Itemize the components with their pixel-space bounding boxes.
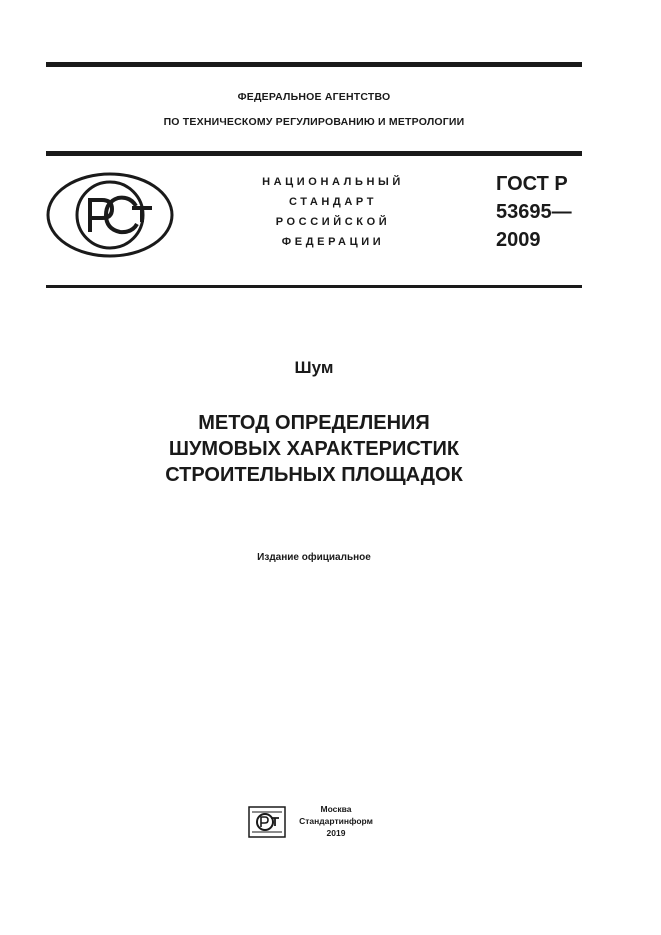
- gost-designation: [496, 170, 606, 254]
- document-title-line: МЕТОД ОПРЕДЕЛЕНИЯ: [198, 412, 430, 434]
- national-standard-line: НАЦИОНАЛЬНЫЙ: [262, 176, 404, 188]
- standartinform-logo-icon: [248, 806, 286, 838]
- national-standard-label: [228, 172, 438, 252]
- agency-name-line-1: ФЕДЕРАЛЬНОЕ АГЕНТСТВО: [237, 91, 391, 103]
- header-rule: [46, 151, 582, 156]
- publisher-block: [296, 803, 376, 839]
- national-standard-line: ФЕДЕРАЦИИ: [281, 236, 385, 248]
- rst-certification-mark-icon: [46, 172, 174, 258]
- publication-year: 2019: [326, 828, 346, 838]
- edition-label: Издание официальное: [257, 552, 371, 563]
- gost-year: 2009: [496, 229, 541, 251]
- standard-block-rule: [46, 285, 582, 288]
- publisher-city: Москва: [320, 804, 352, 814]
- gost-number: 53695—: [496, 201, 572, 223]
- publisher-name: Стандартинформ: [299, 816, 373, 826]
- document-title: [46, 410, 582, 488]
- national-standard-line: СТАНДАРТ: [288, 196, 378, 208]
- top-rule: [46, 62, 582, 67]
- document-title-line: СТРОИТЕЛЬНЫХ ПЛОЩАДОК: [165, 464, 463, 486]
- national-standard-line: РОССИЙСКОЙ: [275, 216, 391, 228]
- gost-line: ГОСТ Р: [496, 173, 568, 195]
- document-title-line: ШУМОВЫХ ХАРАКТЕРИСТИК: [168, 438, 460, 460]
- agency-name-line-2: ПО ТЕХНИЧЕСКОМУ РЕГУЛИРОВАНИЮ И МЕТРОЛОГИИ: [163, 116, 465, 128]
- document-subject: Шум: [294, 358, 334, 377]
